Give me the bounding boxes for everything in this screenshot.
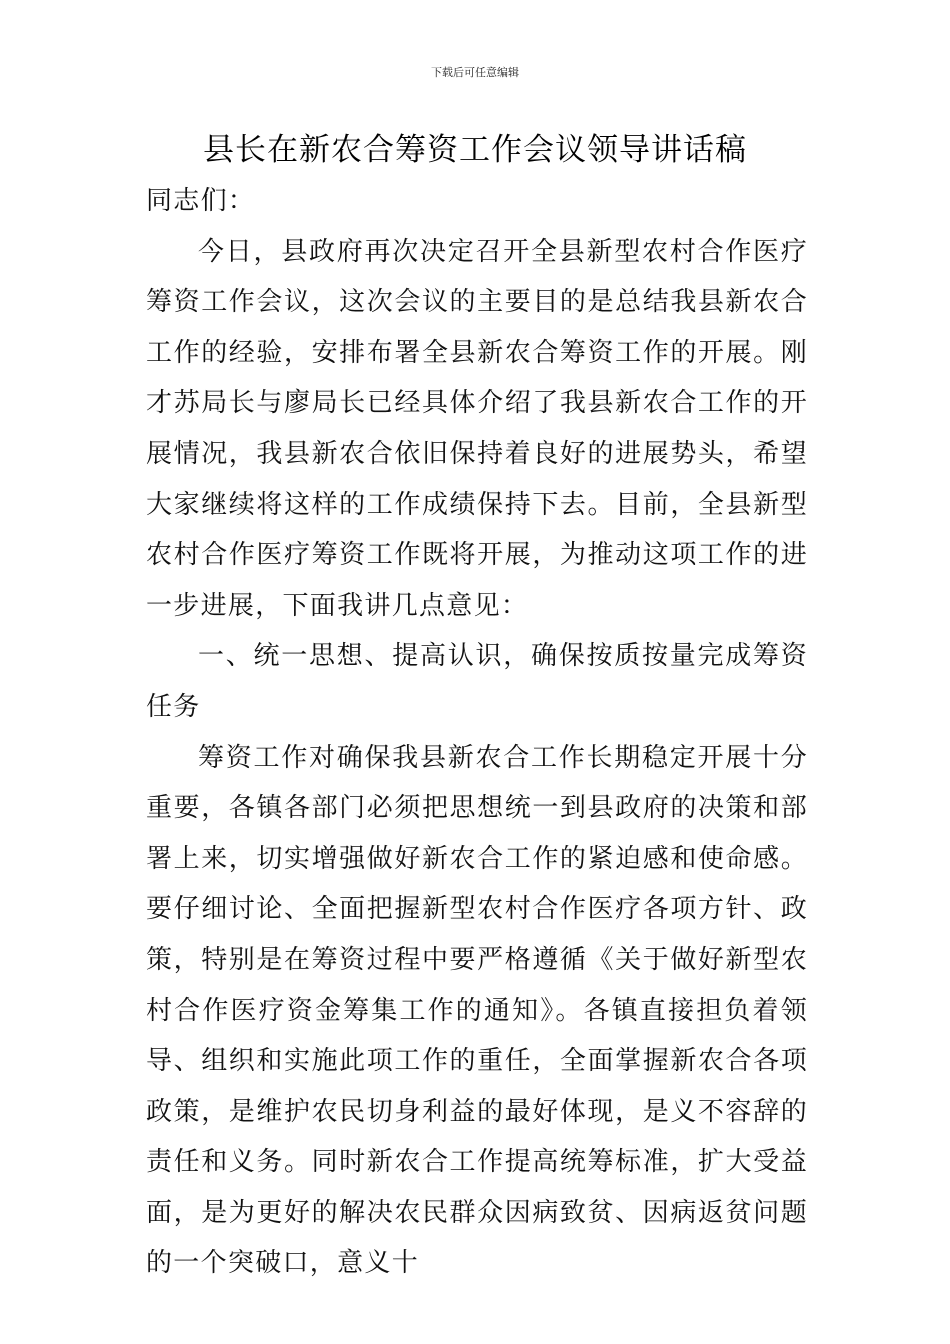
document-title: 县长在新农合筹资工作会议领导讲话稿 [203,132,747,168]
salutation: 同志们： [146,186,256,216]
paragraph-section-1: 筹资工作对确保我县新农合工作长期稳定开展十分重要，各镇各部门必须把思想统一到县政府的决策和部署上来，切实增强做好新农合工作的紧迫感和使命感。要仔细讨论、全面把握新型农村合作医疗各项方针、政策，特别是在筹资过程中要严格遵循《关于做好新型农村合作医疗资金筹集工作的通知》。各镇直接担负着领导、组织和实施此项工作的重任，全面掌握新农合各项政策，是维护农民切身利益的最好体现，是义不容辞的责任和义务。同时新农合工作提高统筹标准，扩大受益面，是为更好的解决农民群众因病致贫、因病返贫问题的一个突破口，意义十 [146,742,808,1279]
section-heading-1: 一、统一思想、提高认识，确保按质按量完成筹资任务 [146,641,808,722]
header-note: 下载后可任意编辑 [431,66,519,79]
paragraph-opening: 今日，县政府再次决定召开全县新型农村合作医疗筹资工作会议，这次会议的主要目的是总结我县新农合工作的经验，安排布署全县新农合筹资工作的开展。刚才苏局长与廖局长已经具体介绍了我县新农合工作的开展情况，我县新农合依旧保持着良好的进展势头，希望大家继续将这样的工作成绩保持下去。目前，全县新型农村合作医疗筹资工作既将开展，为推动这项工作的进一步进展，下面我讲几点意见： [146,236,808,621]
document-body [146,176,808,1289]
